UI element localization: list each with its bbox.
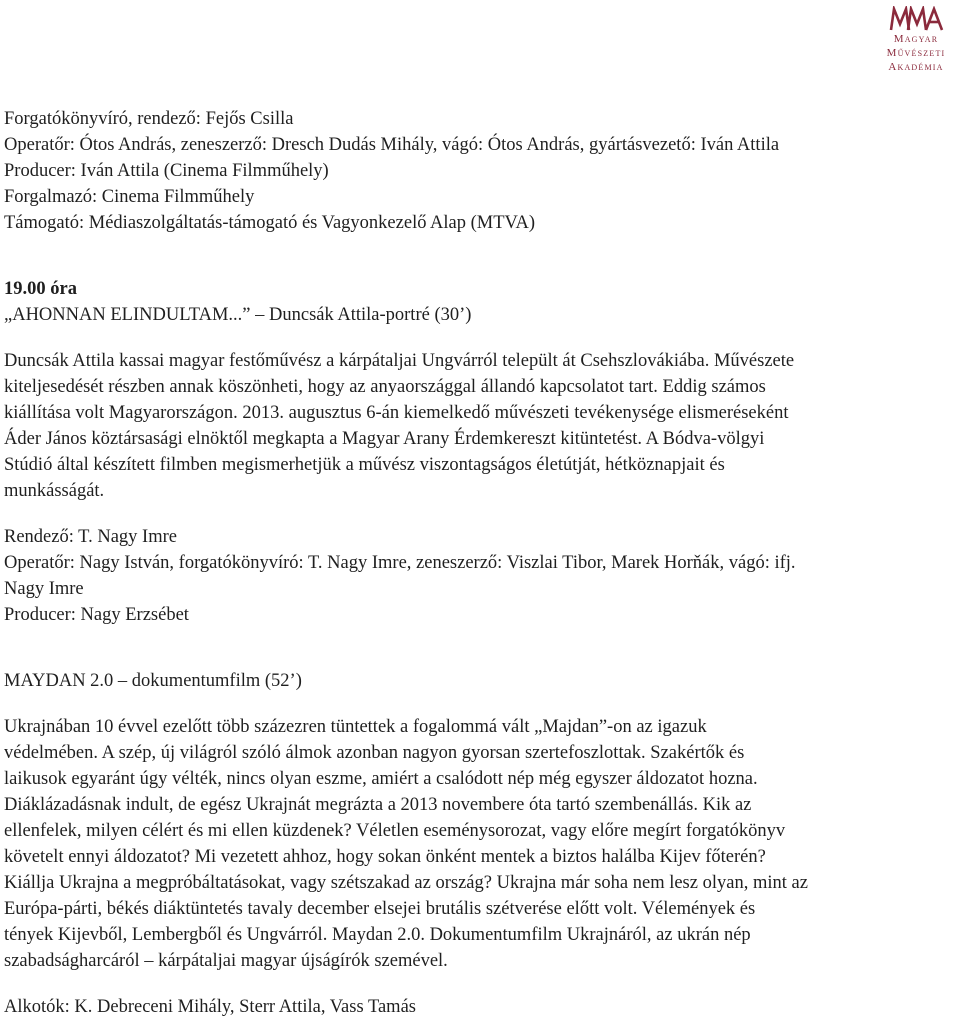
credit-line: Támogató: Médiaszolgáltatás-támogató és Vagyonkezelő Alap (MTVA) [4, 213, 536, 233]
program-section-2 [4, 668, 952, 1020]
description-line: szabadságharcáról – kárpátaljai magyar újságírók szemével. [4, 951, 448, 971]
top-credits [4, 106, 952, 236]
program-time: 19.00 óra [4, 279, 77, 299]
spacer [4, 236, 952, 276]
credit-line: Operatőr: Nagy István, forgatókönyvíró: T. Nagy Imre, zeneszerző: Viszlai Tibor, Marek Horňák, vágó: ifj. [4, 553, 796, 573]
credit-line: Operatőr: Ótos András, zeneszerző: Dresch Dudás Mihály, vágó: Ótos András, gyártásvezető: Iván Attila [4, 135, 780, 155]
description-line: munkásságát. [4, 481, 105, 501]
logo-text-akademia: Akadémia [888, 61, 944, 73]
description-line: Diáklázadásnak indult, de egész Ukrajnát megrázta a 2013 novembere óta tartó szembenállás. Kik az [4, 795, 752, 815]
program-credits [4, 524, 952, 628]
description-line: Kiállja Ukrajna a megpróbáltatásokat, vagy szétszakad az ország? Ukrajna már soha nem lesz olyan, mint az [4, 873, 808, 893]
program-title: MAYDAN 2.0 – dokumentumfilm (52’) [4, 671, 302, 691]
program-credits [4, 994, 952, 1020]
mma-logo [878, 6, 954, 74]
description-line: Ukrajnában 10 évvel ezelőtt több százezren tüntettek a fogalommá vált „Majdan”-on az igazuk [4, 717, 707, 737]
program-title: „AHONNAN ELINDULTAM...” – Duncsák Attila-portré (30’) [4, 305, 472, 325]
credit-line: Producer: Iván Attila (Cinema Filmműhely) [4, 161, 329, 181]
program-section-1 [4, 276, 952, 628]
description-line: kiteljesedését részben annak köszönheti, hogy az anyaországgal állandó kapcsolatot tart. Eddig számos [4, 377, 766, 397]
description-line: Európa-párti, békés diáktüntetés tavaly december elsejei brutális szétverése előtt volt. Vélemények és [4, 899, 756, 919]
mma-logo-mark-icon [888, 6, 944, 32]
program-description [4, 714, 952, 974]
spacer [4, 694, 952, 714]
credit-line: Forgatókönyvíró, rendező: Fejős Csilla [4, 109, 294, 129]
spacer [4, 974, 952, 994]
credit-line: Producer: Nagy Erzsébet [4, 605, 189, 625]
description-line: Duncsák Attila kassai magyar festőművész a kárpátaljai Ungvárról települt át Csehszlovákiába. Művészete [4, 351, 795, 371]
credit-line: Nagy Imre [4, 579, 84, 599]
description-line: Áder János köztársasági elnöktől megkapta a Magyar Arany Érdemkereszt kitüntetést. A Bódva-völgyi [4, 429, 765, 449]
credit-line: Forgalmazó: Cinema Filmműhely [4, 187, 255, 207]
program-description [4, 348, 952, 504]
credit-line: Rendező: T. Nagy Imre [4, 527, 177, 547]
spacer [4, 328, 952, 348]
description-line: Stúdió által készített filmben megismerhetjük a művész viszontagságos életútját, hétköznapjait és [4, 455, 725, 475]
description-line: követelt ennyi áldozatot? Mi vezetett ahhoz, hogy sokan önként mentek a biztos halálba Kijev főterén? [4, 847, 766, 867]
spacer [4, 628, 952, 668]
description-line: laikusok egyaránt úgy vélték, nincs olyan eszme, amiért a csalódott nép még egyszer áldozatot hozna. [4, 769, 758, 789]
description-line: kiállítása volt Magyarországon. 2013. augusztus 6-án kiemelkedő művészeti tevékenysége elismeréseként [4, 403, 789, 423]
description-line: ellenfelek, milyen célért és mi ellen küzdenek? Véletlen eseménysorozat, vagy előre megírt forgatókönyv [4, 821, 786, 841]
document-body [4, 106, 952, 1020]
credit-line: Alkotók: K. Debreceni Mihály, Sterr Attila, Vass Tamás [4, 997, 416, 1017]
logo-text-magyar: Magyar [893, 33, 939, 45]
description-line: védelmében. A szép, új világról szóló álmok azonban nagyon gyorsan szertefoszlottak. Szakértők és [4, 743, 745, 763]
logo-text-muveszeti: Művészeti [886, 47, 946, 59]
spacer [4, 504, 952, 524]
description-line: tények Kijevből, Lembergből és Ungvárról. Maydan 2.0. Dokumentumfilm Ukrajnáról, az ukrán nép [4, 925, 751, 945]
